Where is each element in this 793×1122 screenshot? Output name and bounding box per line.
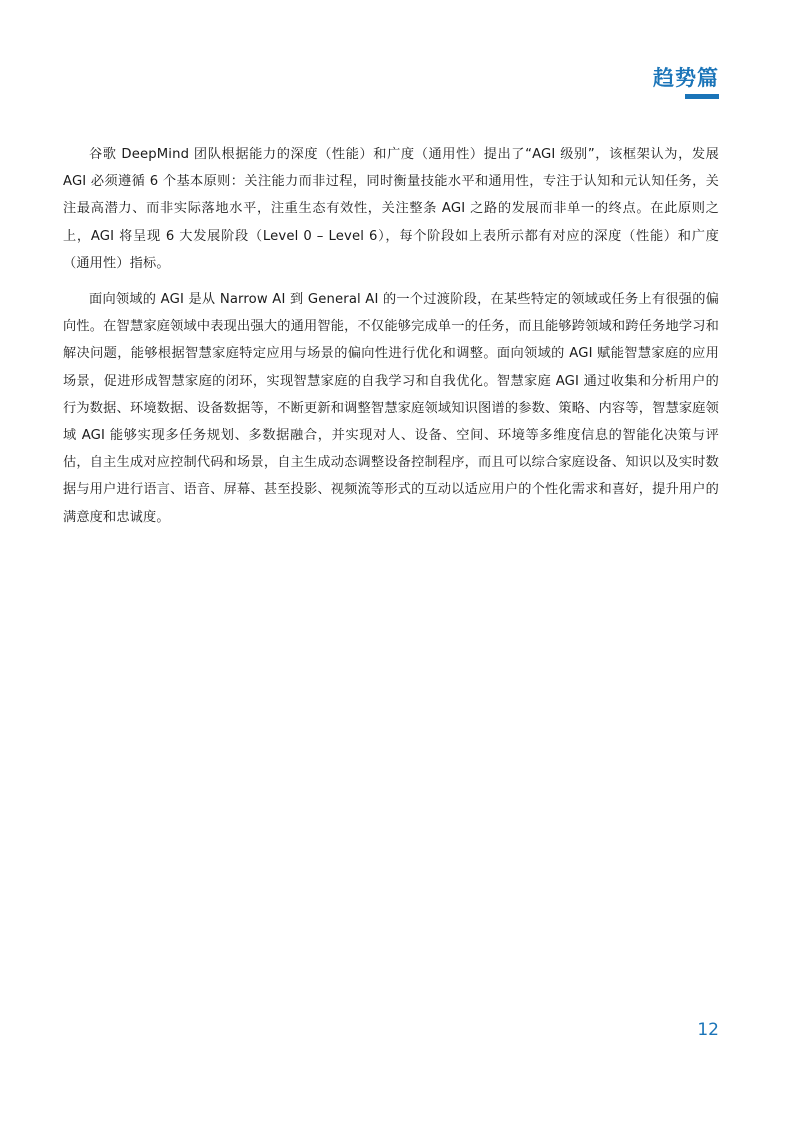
section-title: 趋势篇 [653,66,719,90]
paragraph-domain-agi: 面向领域的 AGI 是从 Narrow AI 到 General AI 的一个过渡阶段，在某些特定的领域或任务上有很强的偏向性。在智慧家庭领域中表现出强大的通用智能，不仅能够完成单一的任务，而且能够跨领域和跨任务地学习和解决问题，能够根据智慧家庭特定应用与场景的偏向性进行优化和调整。面向领域的 AGI 赋能智慧家庭的应用场景，促进形成智慧家庭的闭环，实现智慧家庭的自我学习和自我优化。智慧家庭 AGI 通过收集和分析用户的行为数据、环境数据、设备数据等，不断更新和调整智慧家庭领域知识图谱的参数、策略、内容等，智慧家庭领域 AGI 能够实现多任务规划、多数据融合，并实现对人、设备、空间、环境等多维度信息的智能化决策与评估，自主生成对应控制代码和场景，自主生成动态调整设备控制程序，而且可以综合家庭设备、知识以及实时数据与用户进行语言、语音、屏幕、甚至投影、视频流等形式的互动以适应用户的个性化需求和喜好，提升用户的满意度和忠诚度。 [63,292,719,525]
paragraph-agi-levels: 谷歌 DeepMind 团队根据能力的深度（性能）和广度（通用性）提出了“AGI 级别”，该框架认为，发展 AGI 必须遵循 6 个基本原则：关注能力而非过程，同时衡量技能水平和通用性，专注于认知和元认知任务，关注最高潜力、而非实际落地水平，注重生态有效性，关注整条 AGI 之路的发展而非单一的终点。在此原则之上，AGI 将呈现 6 大发展阶段（Level 0 – Level 6），每个阶段如上表所示都有对应的深度（性能）和广度（通用性）指标。 [63,147,719,271]
page-number: 12 [697,1020,719,1040]
section-title-underline [685,94,719,99]
section-header [653,64,719,92]
body-text [63,141,719,540]
